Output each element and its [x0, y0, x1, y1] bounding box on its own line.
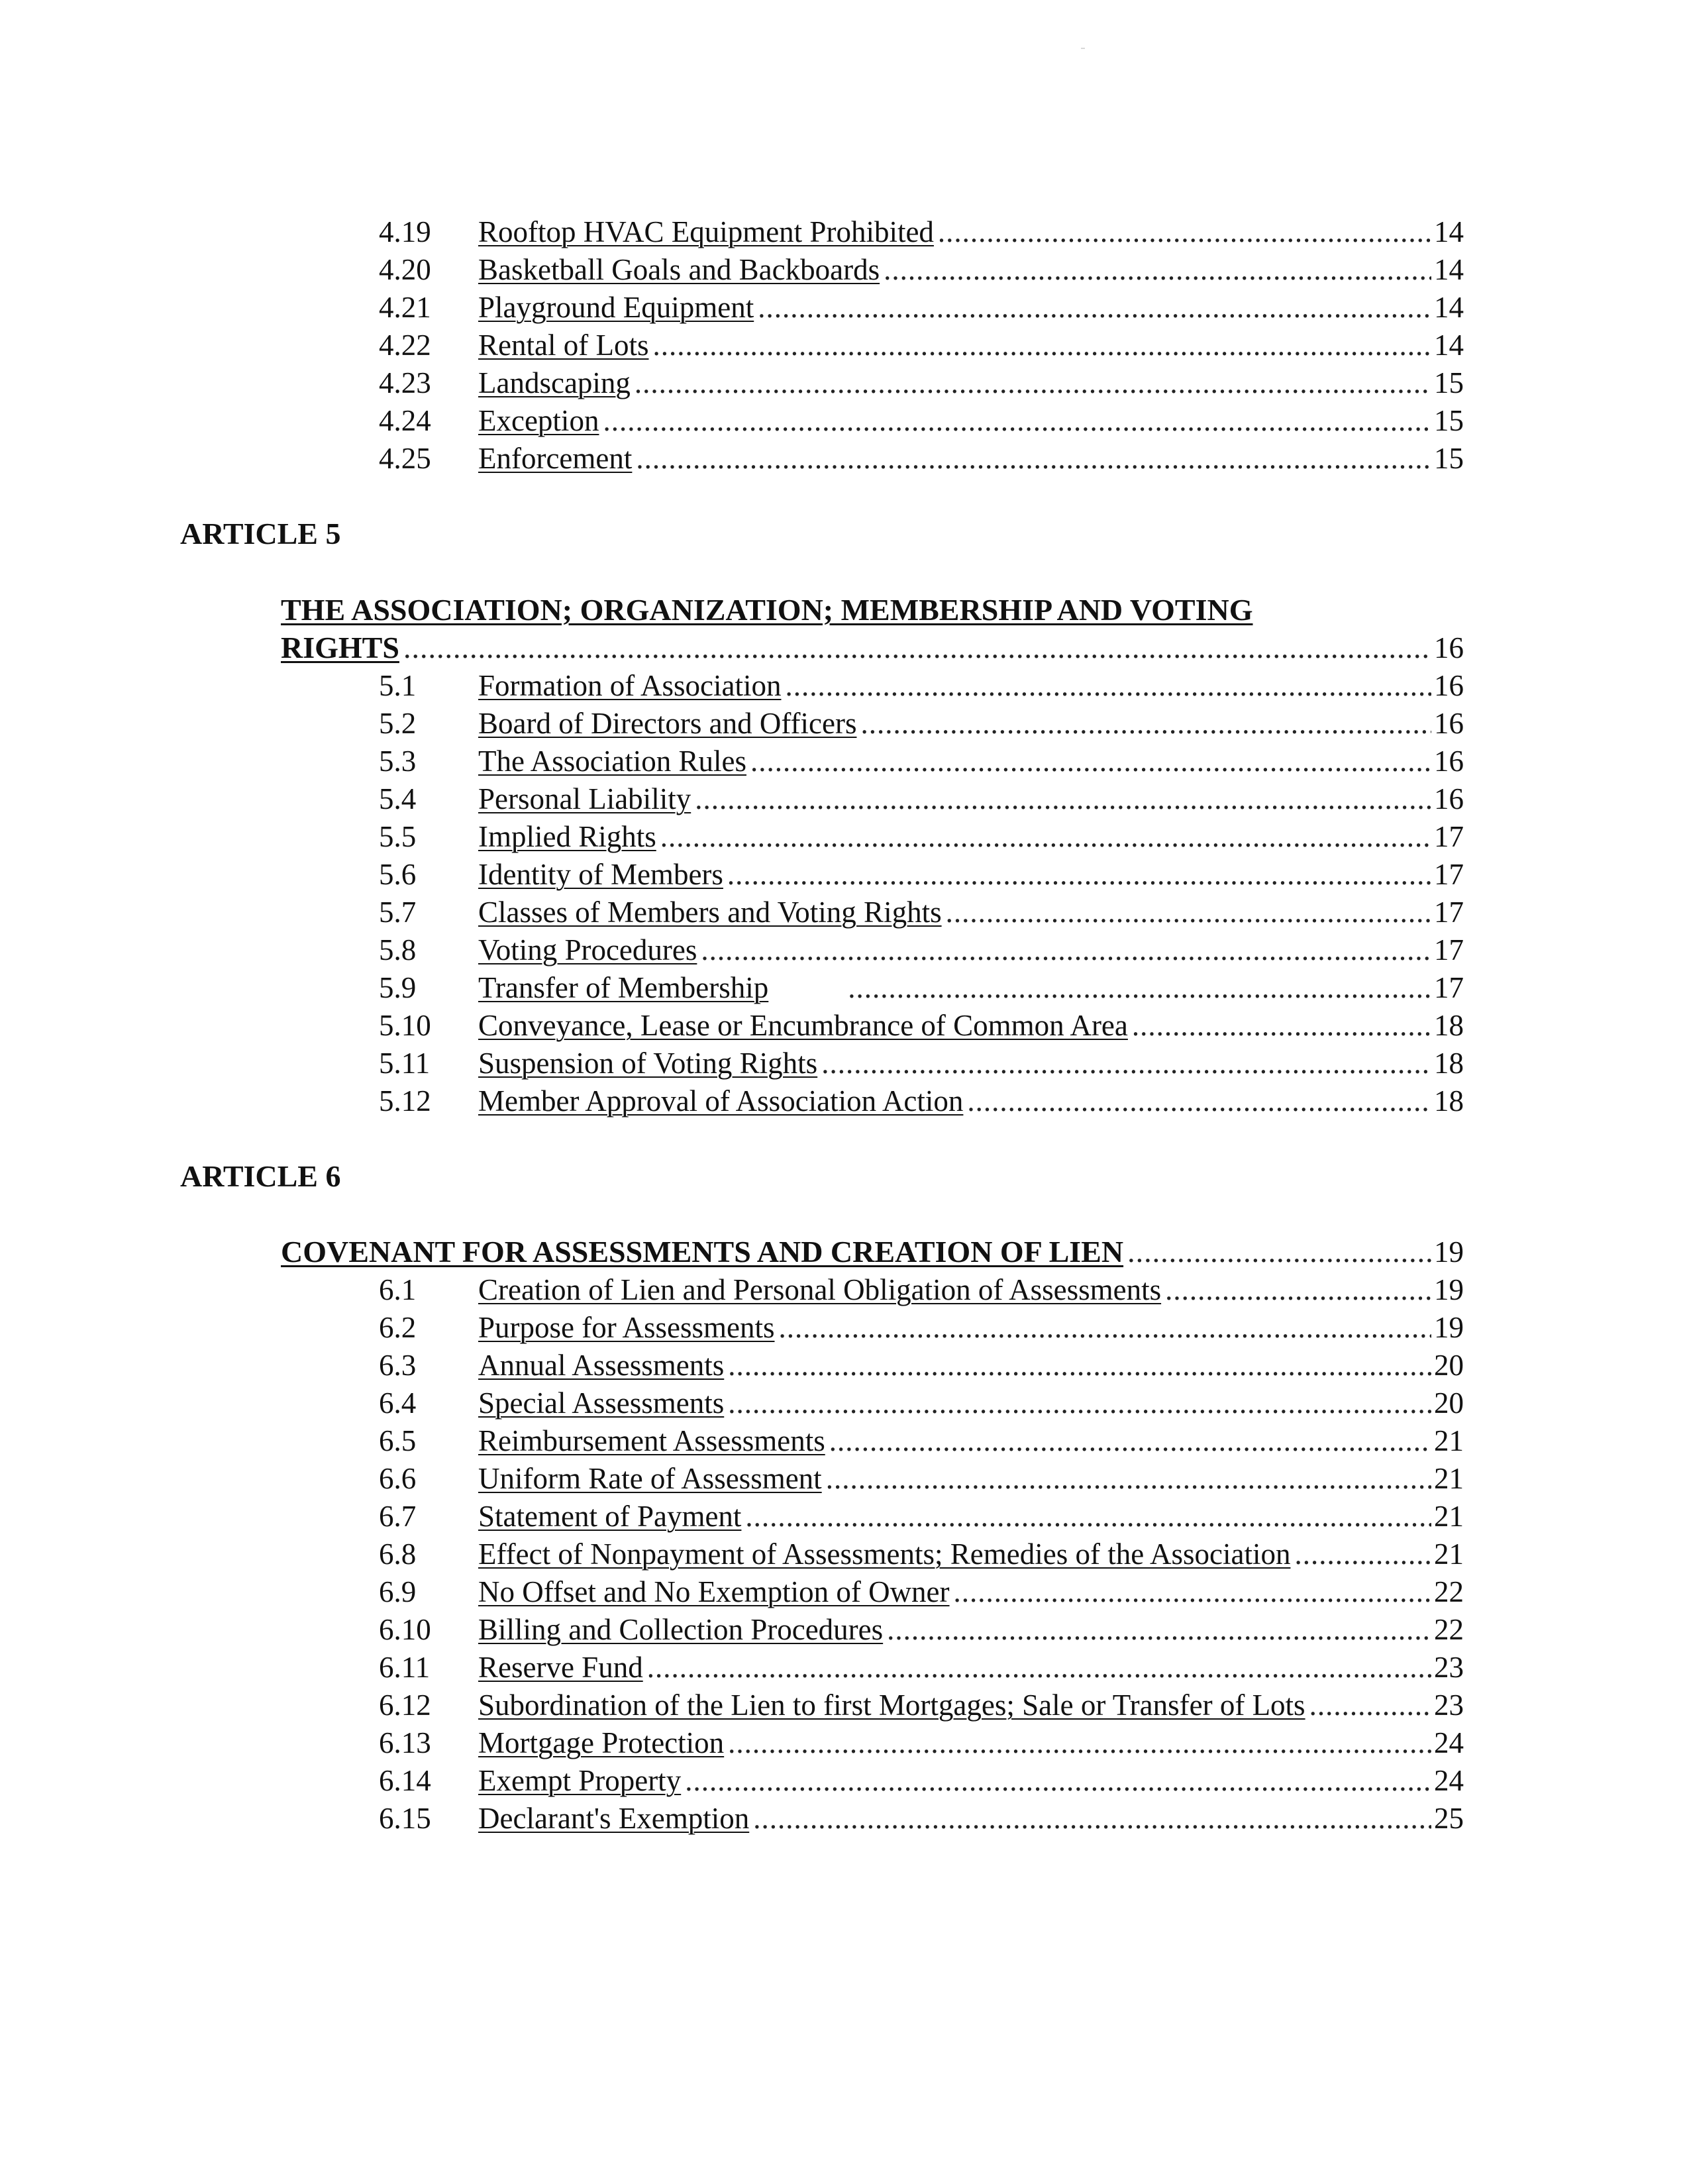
entry-page-number: 17	[1434, 820, 1464, 853]
entry-number: 6.3	[379, 1349, 417, 1382]
dot-leader	[938, 213, 1431, 250]
article-6-title[interactable]: COVENANT FOR ASSESSMENTS AND CREATION OF LIEN	[281, 1235, 1124, 1269]
entry-page-number: 17	[1434, 933, 1464, 966]
entry-number: 5.12	[379, 1084, 431, 1118]
toc-entry[interactable]	[0, 213, 1685, 250]
article-5-page-number: 16	[1434, 631, 1464, 664]
entry-page-number: 22	[1434, 1613, 1464, 1646]
dot-leader	[829, 1422, 1431, 1459]
entry-page-number: 21	[1434, 1537, 1464, 1571]
entry-title-link[interactable]: Special Assessments	[478, 1386, 725, 1420]
article-5-heading: ARTICLE 5	[180, 517, 341, 550]
entry-title-link[interactable]: Annual Assessments	[478, 1349, 725, 1382]
entry-number: 6.4	[379, 1386, 417, 1420]
entry-page-number: 14	[1434, 291, 1464, 324]
entry-number: 4.22	[379, 329, 431, 362]
entry-title-link[interactable]: Classes of Members and Voting Rights	[478, 896, 942, 929]
entry-page-number: 14	[1434, 329, 1464, 362]
entry-title-link[interactable]: Reimbursement Assessments	[478, 1424, 825, 1457]
toc-entry[interactable]	[0, 1573, 1685, 1610]
dot-leader	[826, 1460, 1431, 1497]
dot-leader	[701, 931, 1431, 968]
entry-title-link[interactable]: Board of Directors and Officers	[478, 707, 857, 740]
entry-title-link[interactable]: Formation of Association	[478, 669, 782, 702]
toc-entry[interactable]	[0, 667, 1685, 704]
toc-entry[interactable]	[0, 1045, 1685, 1082]
entry-number: 5.2	[379, 707, 417, 740]
toc-entry[interactable]	[0, 743, 1685, 780]
dot-leader	[652, 327, 1431, 364]
toc-entry[interactable]	[0, 402, 1685, 439]
entry-page-number: 23	[1434, 1689, 1464, 1722]
dot-leader	[821, 1045, 1431, 1082]
entry-number: 4.19	[379, 215, 431, 248]
entry-title-link[interactable]: The Association Rules	[478, 745, 746, 778]
toc-entry[interactable]	[0, 705, 1685, 742]
dot-leader	[727, 856, 1431, 893]
dot-leader	[695, 780, 1431, 817]
entry-page-number: 19	[1434, 1273, 1464, 1306]
entry-page-number: 16	[1434, 669, 1464, 702]
entry-page-number: 24	[1434, 1764, 1464, 1797]
scan-speck	[1081, 48, 1085, 49]
entry-page-number: 18	[1434, 1009, 1464, 1042]
dot-leader	[635, 364, 1431, 401]
entry-page-number: 17	[1434, 858, 1464, 891]
entry-page-number: 18	[1434, 1084, 1464, 1118]
dot-leader	[685, 1762, 1431, 1799]
entry-number: 6.11	[379, 1651, 431, 1684]
entry-title-link[interactable]: Member Approval of Association Action	[478, 1084, 964, 1118]
entry-title-link[interactable]: Exception	[478, 404, 599, 437]
dot-leader	[753, 1800, 1431, 1837]
entry-number: 6.8	[379, 1537, 417, 1571]
article-5-title-continued[interactable]: RIGHTS	[281, 631, 399, 664]
toc-entry[interactable]	[0, 289, 1685, 326]
entry-title-link[interactable]: No Offset and No Exemption of Owner	[478, 1575, 950, 1608]
toc-entry[interactable]	[0, 1724, 1685, 1761]
entry-page-number: 16	[1434, 745, 1464, 778]
entry-number: 4.25	[379, 442, 431, 475]
entry-page-number: 18	[1434, 1047, 1464, 1080]
dot-leader	[848, 969, 1431, 1006]
entry-title-link[interactable]: Statement of Payment	[478, 1500, 742, 1533]
entry-page-number: 17	[1434, 896, 1464, 929]
dot-leader	[1165, 1271, 1431, 1308]
toc-entry[interactable]	[0, 1498, 1685, 1535]
entry-title-link[interactable]: Implied Rights	[478, 820, 656, 853]
article-6-title-row[interactable]	[281, 1233, 1464, 1271]
dot-leader	[946, 894, 1431, 931]
toc-entry[interactable]	[0, 1762, 1685, 1799]
entry-page-number: 24	[1434, 1726, 1464, 1759]
dot-leader	[1132, 1007, 1431, 1044]
entry-page-number: 14	[1434, 215, 1464, 248]
entry-page-number: 15	[1434, 404, 1464, 437]
entry-page-number: 21	[1434, 1424, 1464, 1457]
entry-title-link[interactable]: Declarant's Exemption	[478, 1802, 750, 1835]
entry-number: 5.5	[379, 820, 417, 853]
dot-leader	[954, 1573, 1431, 1610]
entry-number: 5.6	[379, 858, 417, 891]
dot-leader	[758, 289, 1431, 326]
entry-page-number: 23	[1434, 1651, 1464, 1684]
entry-number: 5.8	[379, 933, 417, 966]
entry-title-link[interactable]: Enforcement	[478, 442, 633, 475]
toc-entry[interactable]	[0, 1271, 1685, 1308]
entry-page-number: 16	[1434, 782, 1464, 815]
entry-page-number: 16	[1434, 707, 1464, 740]
toc-entry[interactable]	[0, 1460, 1685, 1497]
entry-title-link[interactable]: Mortgage Protection	[478, 1726, 725, 1759]
toc-entry[interactable]	[0, 251, 1685, 288]
toc-entry[interactable]	[0, 894, 1685, 931]
entry-title-link[interactable]: Conveyance, Lease or Encumbrance of Common Area	[478, 1009, 1128, 1042]
toc-entry[interactable]	[0, 1687, 1685, 1724]
toc-entry[interactable]	[0, 364, 1685, 401]
dot-leader	[884, 251, 1431, 288]
dot-leader	[728, 1724, 1431, 1761]
entry-title-link[interactable]: Suspension of Voting Rights	[478, 1047, 818, 1080]
entry-number: 5.10	[379, 1009, 431, 1042]
toc-entry[interactable]	[0, 931, 1685, 968]
dot-leader	[728, 1347, 1431, 1384]
entry-title-link[interactable]: Billing and Collection Procedures	[478, 1613, 884, 1646]
toc-entry[interactable]	[0, 1535, 1685, 1573]
entry-title-link[interactable]: Landscaping	[478, 366, 631, 399]
entry-page-number: 20	[1434, 1349, 1464, 1382]
entry-number: 4.23	[379, 366, 431, 399]
toc-entry[interactable]	[0, 1649, 1685, 1686]
dot-leader	[785, 667, 1431, 704]
entry-page-number: 17	[1434, 971, 1464, 1004]
dot-leader	[1127, 1233, 1431, 1271]
article-6-page-number: 19	[1434, 1235, 1464, 1269]
entry-title-link[interactable]: Subordination of the Lien to first Mortgages; Sale or Transfer of Lots	[478, 1689, 1305, 1722]
entry-title-link[interactable]: Identity of Members	[478, 858, 723, 891]
dot-leader	[636, 440, 1431, 477]
article-5-title-line1[interactable]: THE ASSOCIATION; ORGANIZATION; MEMBERSHIP AND VOTING	[281, 593, 1253, 627]
entry-page-number: 25	[1434, 1802, 1464, 1835]
entry-page-number: 14	[1434, 253, 1464, 286]
entry-page-number: 21	[1434, 1500, 1464, 1533]
entry-number: 6.13	[379, 1726, 431, 1759]
entry-title-link[interactable]: Rental of Lots	[478, 329, 649, 362]
toc-entry[interactable]	[0, 1611, 1685, 1648]
entry-page-number: 19	[1434, 1311, 1464, 1344]
dot-leader	[728, 1384, 1431, 1422]
entry-page-number: 22	[1434, 1575, 1464, 1608]
entry-title-link[interactable]: Uniform Rate of Assessment	[478, 1462, 822, 1495]
entry-title-link[interactable]: Purpose for Assessments	[478, 1311, 775, 1344]
toc-entry[interactable]	[0, 1422, 1685, 1459]
entry-number: 6.6	[379, 1462, 417, 1495]
entry-number: 5.3	[379, 745, 417, 778]
dot-leader	[1294, 1535, 1431, 1573]
entry-title-link[interactable]: Creation of Lien and Personal Obligation of Assessments	[478, 1273, 1162, 1306]
toc-entry[interactable]	[0, 1082, 1685, 1119]
dot-leader	[887, 1611, 1431, 1648]
dot-leader	[1309, 1687, 1431, 1724]
entry-title-link[interactable]: Personal Liability	[478, 782, 691, 815]
entry-number: 6.15	[379, 1802, 431, 1835]
article-5-title-line2[interactable]	[281, 629, 1464, 666]
dot-leader	[779, 1309, 1432, 1346]
entry-number: 5.7	[379, 896, 417, 929]
entry-title-link[interactable]: Basketball Goals and Backboards	[478, 253, 880, 286]
toc-entry[interactable]	[0, 818, 1685, 855]
entry-number: 5.1	[379, 669, 417, 702]
dot-leader	[647, 1649, 1431, 1686]
toc-entry[interactable]	[0, 969, 1685, 1006]
entry-title-link[interactable]: Reserve Fund	[478, 1651, 643, 1684]
dot-leader	[860, 705, 1431, 742]
article-6-heading: ARTICLE 6	[180, 1159, 341, 1193]
entry-title-link[interactable]: Transfer of Membership	[478, 971, 769, 1004]
entry-title-link[interactable]: Exempt Property	[478, 1764, 682, 1797]
entry-title-link[interactable]: Effect of Nonpayment of Assessments; Remedies of the Association	[478, 1537, 1291, 1571]
dot-leader	[750, 743, 1431, 780]
entry-number: 6.1	[379, 1273, 417, 1306]
dot-leader	[745, 1498, 1431, 1535]
entry-page-number: 20	[1434, 1386, 1464, 1420]
entry-title-link[interactable]: Playground Equipment	[478, 291, 754, 324]
entry-page-number: 15	[1434, 442, 1464, 475]
entry-number: 4.20	[379, 253, 431, 286]
entry-number: 5.9	[379, 971, 417, 1004]
entry-title-link[interactable]: Rooftop HVAC Equipment Prohibited	[478, 215, 934, 248]
toc-entry[interactable]	[0, 327, 1685, 364]
entry-number: 6.12	[379, 1689, 431, 1722]
toc-entry[interactable]	[0, 856, 1685, 893]
dot-leader	[967, 1082, 1431, 1119]
entry-title-link[interactable]: Voting Procedures	[478, 933, 697, 966]
toc-entry[interactable]	[0, 440, 1685, 477]
entry-number: 6.2	[379, 1311, 417, 1344]
entry-number: 6.7	[379, 1500, 417, 1533]
entry-number: 4.21	[379, 291, 431, 324]
entry-number: 5.4	[379, 782, 417, 815]
entry-number: 4.24	[379, 404, 431, 437]
entry-number: 5.11	[379, 1047, 431, 1080]
toc-entry[interactable]	[0, 1309, 1685, 1346]
toc-entry[interactable]	[0, 1007, 1685, 1044]
toc-entry[interactable]	[0, 1800, 1685, 1837]
entry-page-number: 21	[1434, 1462, 1464, 1495]
dot-leader	[660, 818, 1431, 855]
toc-entry[interactable]	[0, 1347, 1685, 1384]
entry-number: 6.10	[379, 1613, 431, 1646]
entry-number: 6.14	[379, 1764, 431, 1797]
dot-leader	[603, 402, 1431, 439]
entry-number: 6.9	[379, 1575, 417, 1608]
toc-entry[interactable]	[0, 780, 1685, 817]
entry-page-number: 15	[1434, 366, 1464, 399]
dot-leader	[403, 629, 1431, 666]
entry-number: 6.5	[379, 1424, 417, 1457]
toc-entry[interactable]	[0, 1384, 1685, 1422]
